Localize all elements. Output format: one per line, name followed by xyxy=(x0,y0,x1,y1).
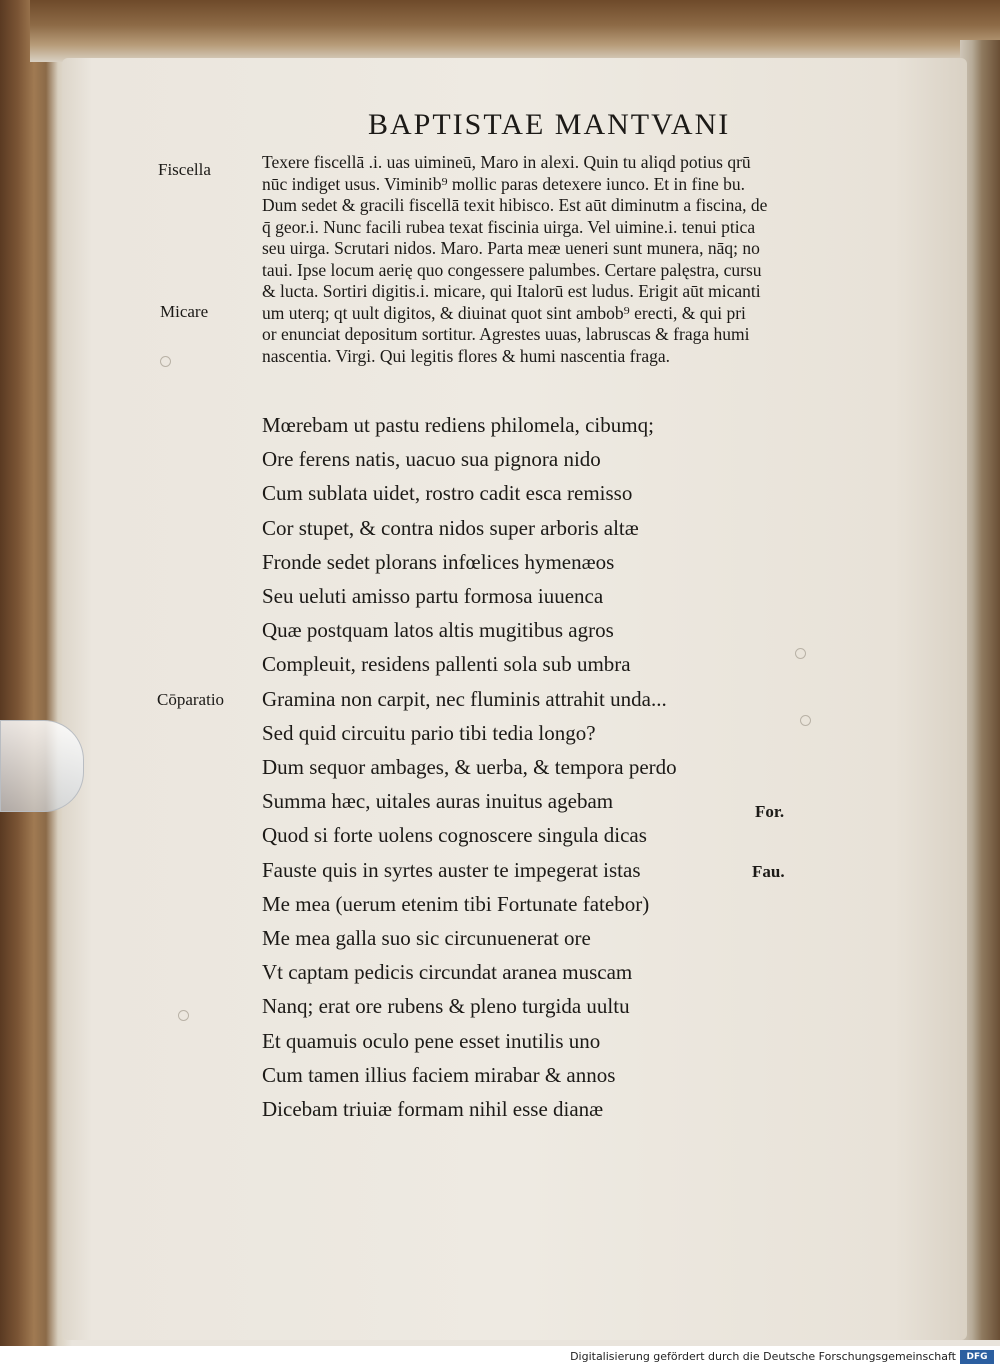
commentary-line: Texere fiscellā .i. uas uimineū, Maro in alexi. Quin tu aliqd potius qrū xyxy=(262,152,751,172)
commentary-block xyxy=(262,152,882,367)
verse-line: Ore ferens natis, uacuo sua pignora nido xyxy=(262,447,601,472)
verse-line: Cum sublata uidet, rostro cadit esca remisso xyxy=(262,481,633,506)
verse-line: Compleuit, residens pallenti sola sub umbra xyxy=(262,652,631,677)
commentary-line: nūc indiget usus. Viminib⁹ mollic paras detexere iunco. Et in fine bu. xyxy=(262,173,745,194)
verse-line: Dicebam triuiæ formam nihil esse dianæ xyxy=(262,1097,604,1122)
margin-note-micare: Micare xyxy=(160,302,209,321)
verse-line: Quod si forte uolens cognoscere singula dicas xyxy=(262,823,647,848)
book-cover-top xyxy=(30,0,1000,62)
margin-note-comparatio: Cōparatio xyxy=(157,690,225,709)
speaker-label-fau: Fau. xyxy=(752,862,785,881)
verse-line: Dum sequor ambages, & uerba, & tempora perdo xyxy=(262,755,677,780)
verse-line: Cor stupet, & contra nidos super arboris altæ xyxy=(262,515,639,540)
verse-line: Me mea galla suo sic circunuenerat ore xyxy=(262,926,591,951)
commentary-line: nascentia. Virgi. Qui legitis flores & humi nascentia fraga. xyxy=(262,345,670,366)
page-bookmark xyxy=(0,720,84,812)
verse-line: Summa hæc, uitales auras inuitus agebam xyxy=(262,789,614,814)
funding-credit: Digitalisierung gefördert durch die Deutsche Forschungsgemeinschaft xyxy=(570,1350,956,1363)
verse-line: Fronde sedet plorans infœlices hymenæos xyxy=(262,549,615,574)
verse-line: Me mea (uerum etenim tibi Fortunate fatebor) xyxy=(262,891,650,916)
verse-line: Quæ postquam latos altis mugitibus agros xyxy=(262,618,614,643)
margin-note-fiscella: Fiscella xyxy=(158,160,211,179)
speaker-label-for: For. xyxy=(755,802,785,821)
verse-line: Sed quid circuitu pario tibi tedia longo? xyxy=(262,720,596,745)
verse-line: Et quamuis oculo pene esset inutilis uno xyxy=(262,1028,601,1053)
page-hole xyxy=(795,648,806,659)
commentary-line: Dum sedet & gracili fiscellā texit hibisco. Est aūt diminutm a fiscina, de xyxy=(262,195,768,215)
verse-line: Nanq; erat ore rubens & pleno turgida uultu xyxy=(262,994,630,1019)
commentary-line: um uterq; qt uult digitos, & diuinat quot sint ambob⁹ erecti, & qui pri xyxy=(262,302,746,323)
footer-bar xyxy=(0,1346,1000,1369)
verse-line: Vt captam pedicis circundat aranea muscam xyxy=(262,960,633,985)
page-hole xyxy=(160,356,171,367)
verse-line: Gramina non carpit, nec fluminis attrahit unda... xyxy=(262,686,667,711)
verse-line: Cum tamen illius faciem mirabar & annos xyxy=(262,1062,616,1087)
verse-line: Seu ueluti amisso partu formosa iuuenca xyxy=(262,584,604,609)
commentary-line: taui. Ipse locum aerię quo congessere palumbes. Certare palęstra, cursu xyxy=(262,259,762,280)
verse-line: Fauste quis in syrtes auster te impegerat istas xyxy=(262,857,641,882)
commentary-line: or enunciat depositum sortitur. Agrestes uuas, labruscas & fraga humi xyxy=(262,324,750,344)
commentary-line: q̄ geor.i. Nunc facili rubea texat fiscinia uirga. Vel uimine.i. tenui ptica xyxy=(262,216,756,237)
dfg-logo-icon: DFG xyxy=(960,1350,994,1364)
verse-line: Mœrebam ut pastu rediens philomela, cibumq; xyxy=(262,413,654,437)
running-header: BAPTISTAE MANTVANI xyxy=(368,108,731,141)
commentary-line: & lucta. Sortiri digitis.i. micare, qui Italorū est ludus. Erigit aūt micanti xyxy=(262,281,761,301)
page-hole xyxy=(178,1010,189,1021)
page-hole xyxy=(800,715,811,726)
commentary-line: seu uirga. Scrutari nidos. Maro. Parta meæ ueneri sunt munera, nāq; no xyxy=(262,238,760,258)
verse-block xyxy=(262,408,785,1126)
